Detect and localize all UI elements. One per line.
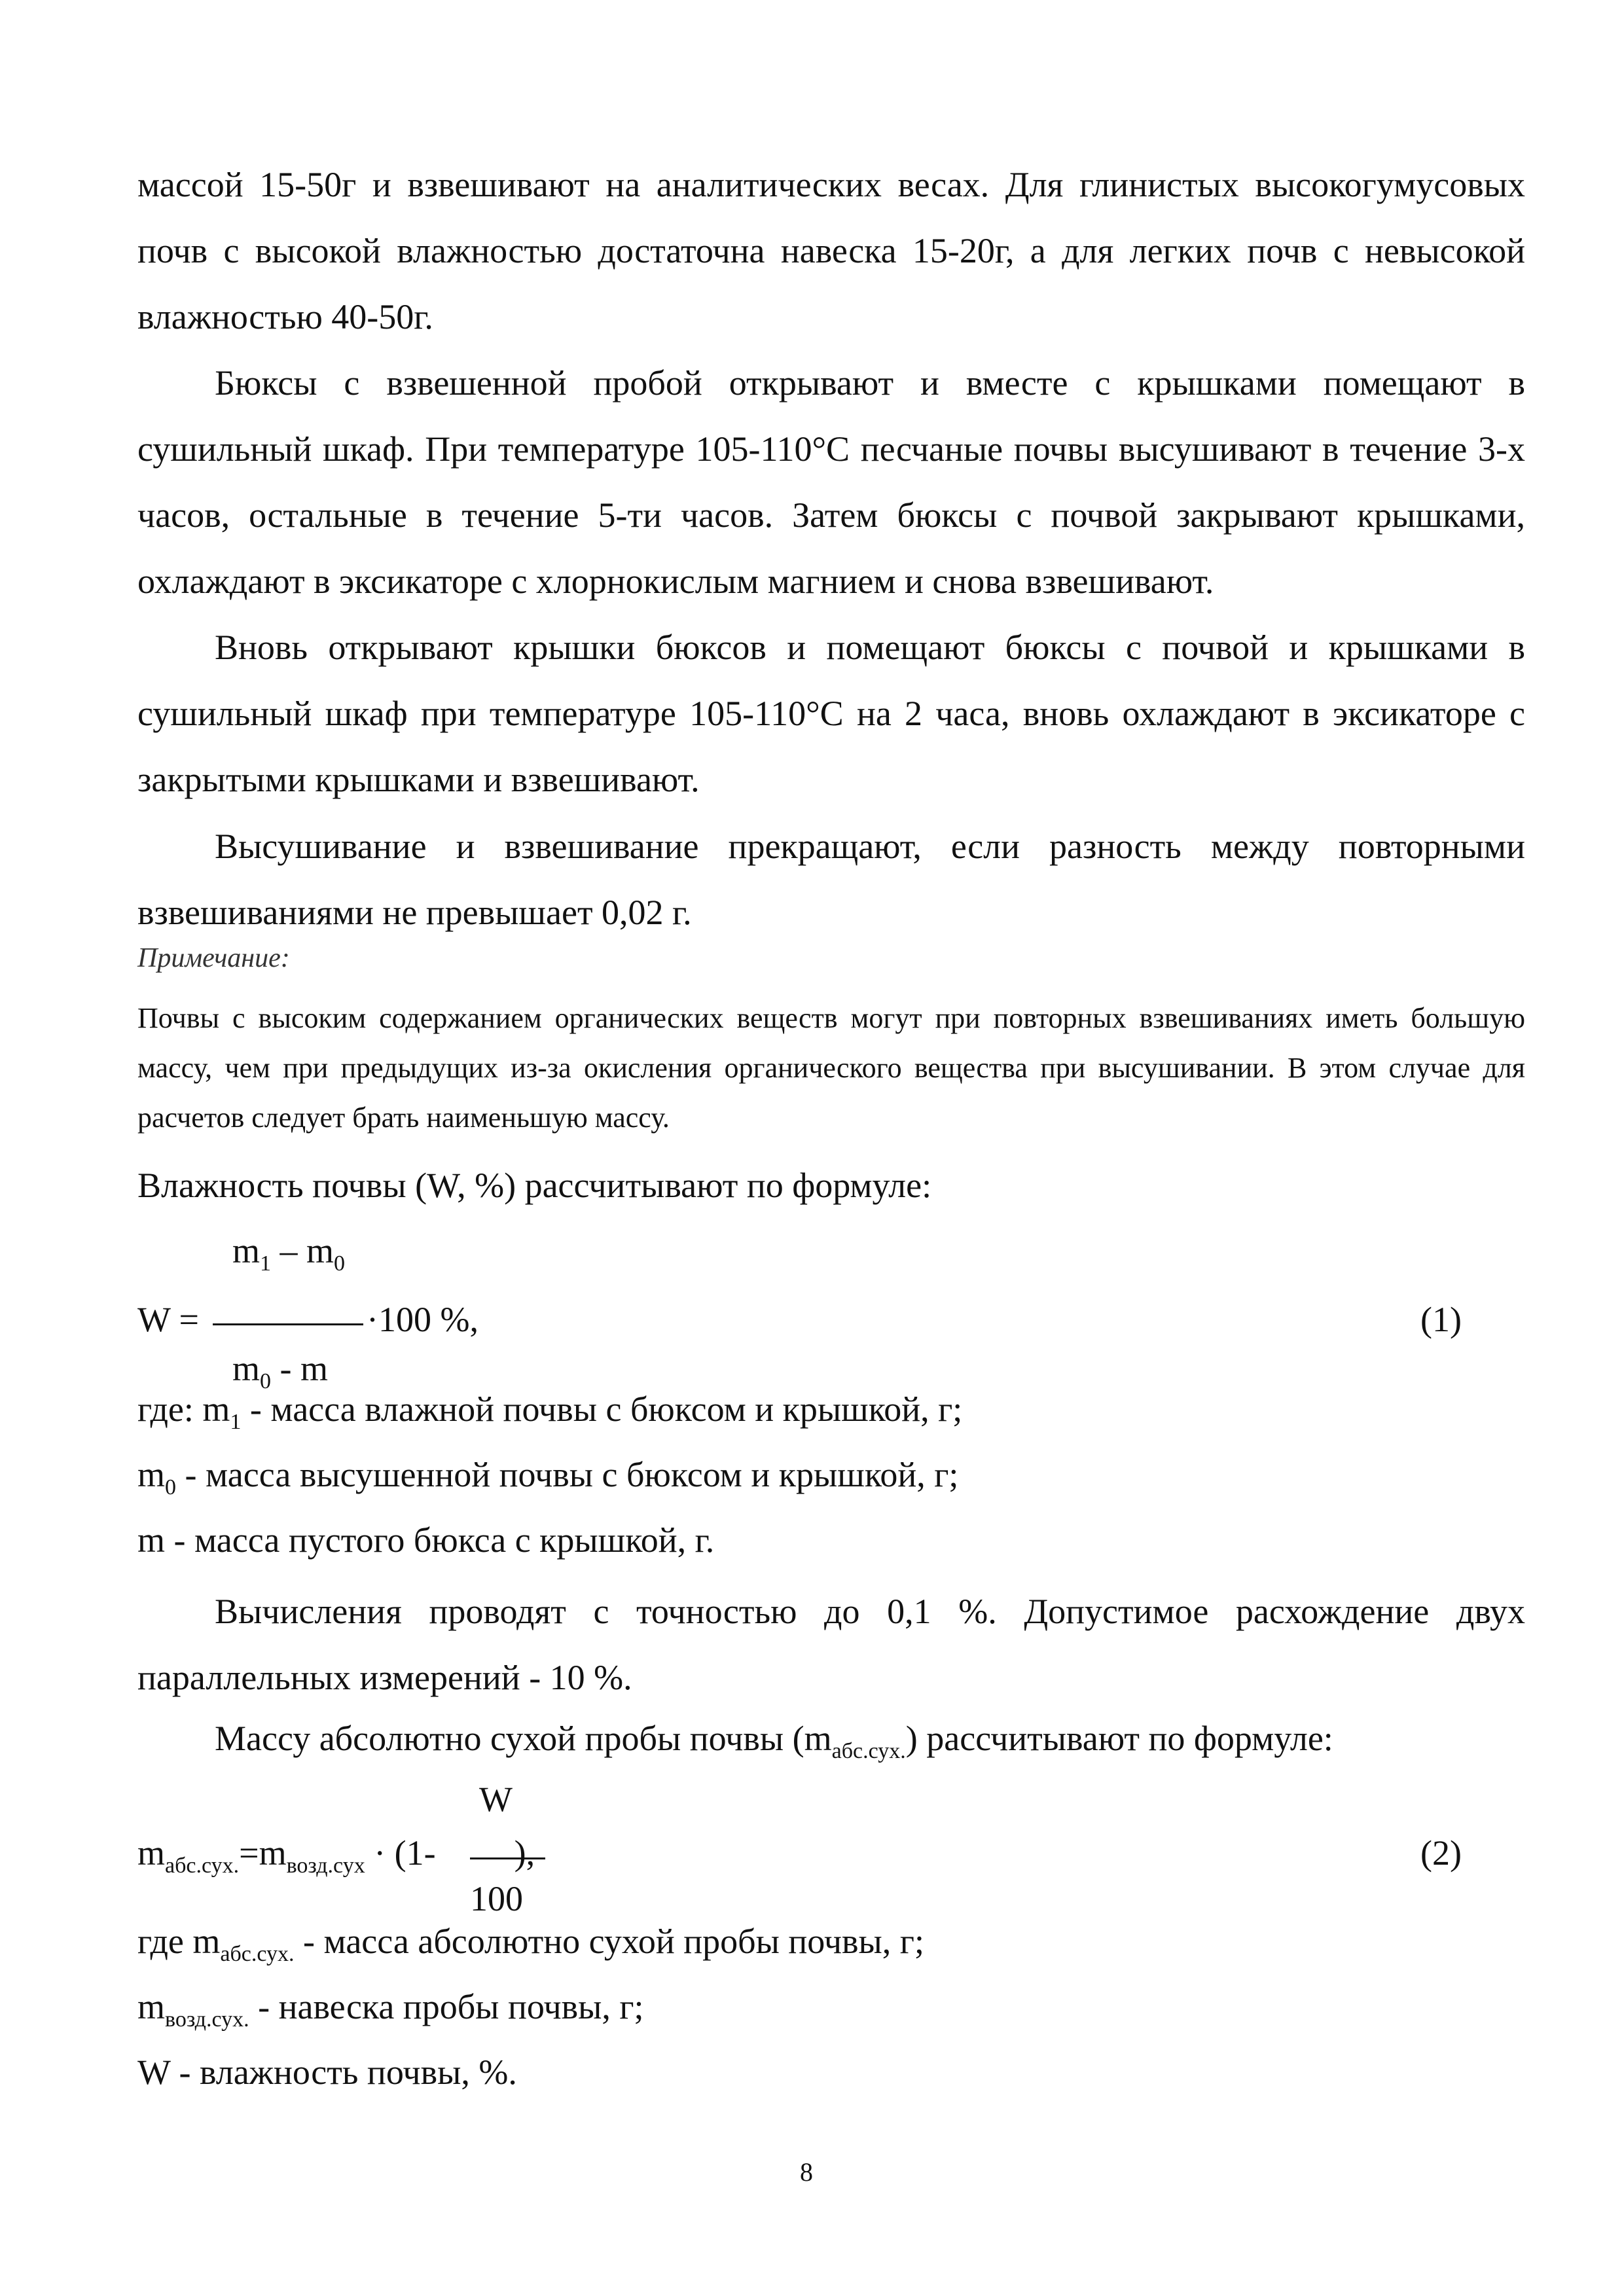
formula2-denominator: 100 — [470, 1879, 523, 1918]
formula2-number: (2) — [1420, 1833, 1462, 1873]
formula1-fraction-bar — [213, 1323, 363, 1325]
formula1-numerator: $m_1 - m_0$ — [232, 1231, 346, 1276]
formula2-intro: Массу абсолютно сухой пробы почвы $(m_{абс.сух.})$ рассчитывают по формуле: — [215, 1719, 1333, 1763]
formula1-rhs: ·100 %, — [367, 1300, 478, 1339]
page-number: 8 — [800, 2157, 813, 2187]
formula1-def-m0: $m_0$ - масса высушенной почвы с бюксом и крышкой, г; — [137, 1455, 959, 1499]
paragraph-4: Высушивание и взвешивание прекращают, если разность между повторными взвешиваниями не превышает 0,02 г. — [137, 827, 1525, 932]
formula1-number: (1) — [1420, 1300, 1462, 1339]
paragraph-1: массой 15-50г и взвешивают на аналитических весах. Для глинистых высокогумусовых почв с высокой влажностью достаточна навеска 15-20г, а для легких почв с невысокой влажностью 40-50г. — [137, 165, 1525, 336]
note-text: Почвы с высоким содержанием органических веществ могут при повторных взвешиваниях иметь большую массу, чем при предыдущих из-за окисления органического вещества при высушивании. В этом случае для расчетов следует брать наименьшую массу. — [137, 1002, 1525, 1134]
formula2-expression: $m_{абс.сух.}=m_{возд.сух} \cdot (1-$ ), — [137, 1833, 535, 1878]
paragraph-3: Вновь открывают крышки бюксов и помещают бюксы с почвой и крышками в сушильный шкаф при температуре 105-110°С на 2 часа, вновь охлаждают в эксикаторе с закрытыми крышками и взвешивают. — [137, 628, 1525, 799]
formula1-def-m: m - масса пустого бюкса с крышкой, г. — [137, 1520, 715, 1560]
note-heading: Примечание: — [137, 943, 290, 973]
formula1-def-m1: где: $m_1$ - масса влажной почвы с бюксом и крышкой, г; — [137, 1390, 963, 1434]
formula2-def-w: W - влажность почвы, %. — [137, 2053, 517, 2092]
paragraph-2: Бюксы с взвешенной пробой открывают и вместе с крышками помещают в сушильный шкаф. При температуре 105-110°С песчаные почвы высушивают в течение 3-х часов, остальные в течение 5-ти часов. Затем бюксы с почвой закрывают крышками, охлаждают в эксикаторе с хлорнокислым магнием и снова взвешивают. — [137, 363, 1525, 601]
formula2-def-mvozd: $m_{возд.сух.}$ - навеска пробы почвы, г; — [137, 1987, 644, 2032]
paragraph-accuracy: Вычисления проводят с точностью до 0,1 %. Допустимое расхождение двух параллельных измерений - 10 %. — [137, 1592, 1525, 1697]
formula2-fraction-bar — [470, 1857, 545, 1859]
formula1-intro: Влажность почвы (W, %) рассчитывают по формуле: — [137, 1166, 932, 1205]
formula1-denominator: $m_0$ - m — [232, 1349, 329, 1393]
formula2-def-mabs: где $m_{абс.сух.}$ - масса абсолютно сухой пробы почвы, г; — [137, 1922, 924, 1966]
formula1-lhs: W = — [137, 1300, 199, 1339]
formula2-numerator: W — [479, 1780, 513, 1819]
